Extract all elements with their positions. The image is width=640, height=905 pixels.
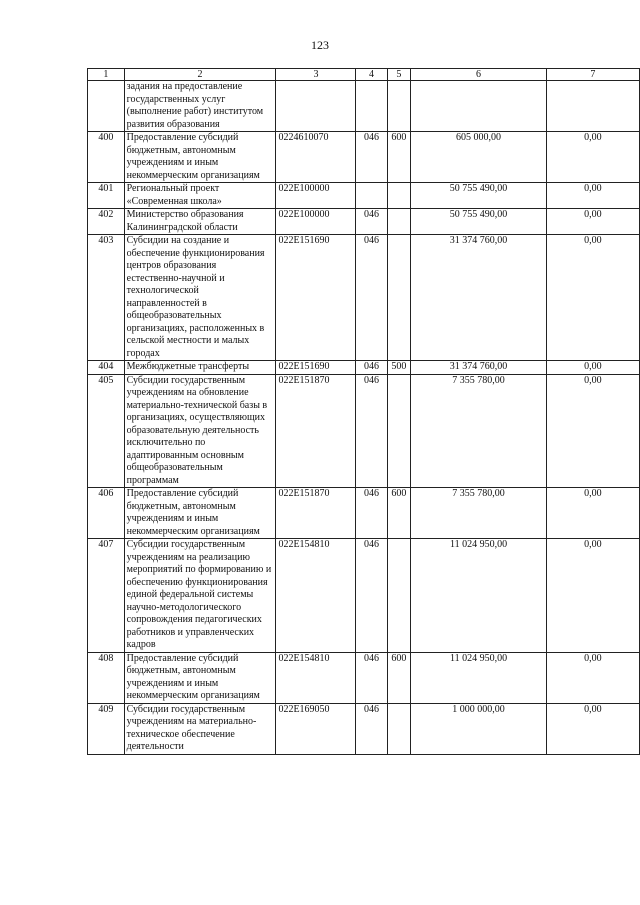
row-name: Предоставление субсидий бюджетным, автономным учреждениям и иным некоммерческим организациям [124,132,276,183]
row-amount: 7 355 780,00 [411,374,547,488]
table-row [88,132,640,183]
row-code: 022E154810 [276,652,356,703]
row-amount: 50 755 490,00 [411,183,547,209]
row-name: Министерство образования Калининградской области [124,209,276,235]
row-dept: 046 [356,488,387,539]
row-number: 405 [88,374,125,488]
row-value: 0,00 [546,361,639,375]
table-row [88,703,640,754]
row-amount: 11 024 950,00 [411,652,547,703]
row-type: 600 [387,488,411,539]
row-amount: 7 355 780,00 [411,488,547,539]
row-name: Предоставление субсидий бюджетным, автономным учреждениям и иным некоммерческим организациям [124,488,276,539]
table-row [88,81,640,132]
row-code: 022E100000 [276,183,356,209]
row-name: Предоставление субсидий бюджетным, автономным учреждениям и иным некоммерческим организациям [124,652,276,703]
row-number: 402 [88,209,125,235]
table-row [88,235,640,361]
row-code: 022E151690 [276,235,356,361]
row-name: задания на предоставление государственных услуг (выполнение работ) институтом развития образования [124,81,276,132]
row-dept: 046 [356,235,387,361]
row-name: Субсидии на создание и обеспечение функционирования центров образования естественно-научной и технологической направленностей в общеобразовательных организациях, расположенных в сельской местности и малых городах [124,235,276,361]
row-code: 022E169050 [276,703,356,754]
table-row [88,361,640,375]
row-dept: 046 [356,652,387,703]
row-type [387,81,411,132]
row-value: 0,00 [546,703,639,754]
row-value: 0,00 [546,539,639,653]
row-code: 022E151690 [276,361,356,375]
row-value: 0,00 [546,235,639,361]
header-col-5: 5 [387,69,411,81]
row-code [276,81,356,132]
row-amount: 605 000,00 [411,132,547,183]
table-row [88,539,640,653]
row-number: 404 [88,361,125,375]
row-type [387,374,411,488]
header-col-3: 3 [276,69,356,81]
row-type: 600 [387,132,411,183]
row-dept: 046 [356,361,387,375]
row-dept: 046 [356,209,387,235]
row-dept: 046 [356,539,387,653]
row-value [546,81,639,132]
row-name: Межбюджетные трансферты [124,361,276,375]
row-name: Региональный проект «Современная школа» [124,183,276,209]
row-type: 500 [387,361,411,375]
row-code: 022E151870 [276,488,356,539]
row-number: 407 [88,539,125,653]
row-dept: 046 [356,703,387,754]
row-number: 403 [88,235,125,361]
row-number [88,81,125,132]
row-code: 022E154810 [276,539,356,653]
row-number: 400 [88,132,125,183]
row-amount: 31 374 760,00 [411,361,547,375]
row-code: 0224610070 [276,132,356,183]
header-col-1: 1 [88,69,125,81]
row-value: 0,00 [546,209,639,235]
row-number: 408 [88,652,125,703]
header-col-2: 2 [124,69,276,81]
row-amount [411,81,547,132]
row-value: 0,00 [546,652,639,703]
row-code: 022E151870 [276,374,356,488]
header-col-7: 7 [546,69,639,81]
row-value: 0,00 [546,488,639,539]
row-dept: 046 [356,132,387,183]
row-amount: 31 374 760,00 [411,235,547,361]
row-name: Субсидии государственным учреждениям на обновление материально-технической базы в организациях, осуществляющих образовательную деятельность исключительно по адаптированным основным общеобразовательным программам [124,374,276,488]
row-name: Субсидии государственным учреждениям на реализацию мероприятий по формированию и обеспечению функционирования единой федеральной системы научно-методологического сопровождения педагогических работников и управленческих кадров [124,539,276,653]
header-col-4: 4 [356,69,387,81]
header-col-6: 6 [411,69,547,81]
row-type [387,183,411,209]
row-type: 600 [387,652,411,703]
table-row [88,374,640,488]
row-amount: 1 000 000,00 [411,703,547,754]
table-row [88,183,640,209]
row-number: 409 [88,703,125,754]
page-number: 123 [311,38,329,52]
row-code: 022E100000 [276,209,356,235]
table-row [88,652,640,703]
row-number: 406 [88,488,125,539]
budget-table [87,68,640,755]
row-value: 0,00 [546,132,639,183]
table-row [88,488,640,539]
row-type [387,209,411,235]
table-row [88,209,640,235]
row-value: 0,00 [546,183,639,209]
row-dept [356,81,387,132]
row-amount: 11 024 950,00 [411,539,547,653]
row-type [387,703,411,754]
row-dept [356,183,387,209]
row-number: 401 [88,183,125,209]
row-name: Субсидии государственным учреждениям на материально-техническое обеспечение деятельности [124,703,276,754]
row-amount: 50 755 490,00 [411,209,547,235]
row-type [387,235,411,361]
row-type [387,539,411,653]
header-row [88,69,640,81]
row-dept: 046 [356,374,387,488]
row-value: 0,00 [546,374,639,488]
